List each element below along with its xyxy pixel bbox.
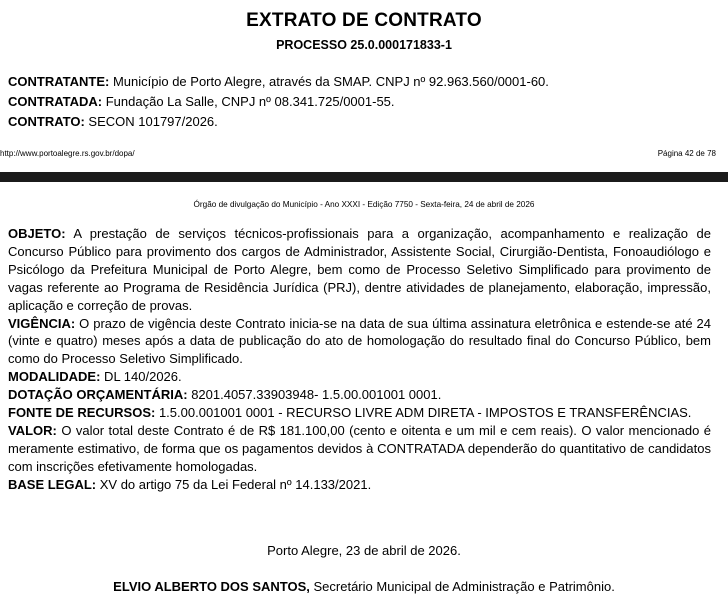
contratada-label: CONTRATADA: [8, 94, 103, 109]
vigencia-text: O prazo de vigência deste Contrato inicia-se na data de sua última assinatura eletrônica e estende-se até 24 (vinte e quatro) meses após a data de publicação do ato de homologação do resultado final do Concurso Público, bem como do Processo Seletivo Simplificado. [8, 315, 711, 367]
contrato-text: SECON 101797/2026. [84, 114, 218, 129]
signatory-name: ELVIO ALBERTO DOS SANTOS, [113, 579, 310, 594]
base-legal-clause [8, 476, 711, 494]
signatory-role: Secretário Municipal de Administração e Patrimônio. [309, 579, 615, 594]
page-separator [0, 172, 728, 182]
dotacao-text: 8201.4057.33903948- 1.5.00.001001 0001. [187, 387, 442, 403]
base-legal-label: BASE LEGAL: [8, 476, 97, 492]
vigencia-clause [8, 315, 711, 369]
contract-clauses [8, 225, 711, 494]
objeto-label: OBJETO: [8, 226, 66, 241]
contratante-line [8, 74, 549, 89]
contratante-text: Município de Porto Alegre, através da SMAP. CNPJ nº 92.963.560/0001-60. [109, 74, 549, 89]
modalidade-clause [8, 368, 711, 386]
document-title: EXTRATO DE CONTRATO [246, 10, 482, 31]
contratada-text: Fundação La Salle, CNPJ nº 08.341.725/0001-55. [102, 94, 395, 109]
objeto-clause [8, 225, 711, 315]
dotacao-clause [8, 386, 711, 404]
modalidade-label: MODALIDADE: [8, 369, 101, 385]
dotacao-label: DOTAÇÃO ORÇAMENTÁRIA: [8, 387, 188, 403]
gazette-header: Órgão de divulgação do Município - Ano XXXI - Edição 7750 - Sexta-feira, 24 de abril de 2026 [193, 200, 535, 209]
footer-page-number: Página 42 de 78 [657, 149, 716, 158]
process-number: PROCESSO 25.0.000171833-1 [276, 38, 452, 52]
base-legal-text: XV do artigo 75 da Lei Federal nº 14.133/2021. [96, 476, 372, 492]
fonte-clause [8, 404, 711, 422]
place-date: Porto Alegre, 23 de abril de 2026. [267, 543, 461, 558]
fonte-text: 1.5.00.001001 0001 - RECURSO LIVRE ADM DIRETA - IMPOSTOS E TRANSFERÊNCIAS. [155, 405, 692, 421]
contratada-line [8, 94, 395, 109]
contratante-label: CONTRATANTE: [8, 74, 110, 89]
modalidade-text: DL 140/2026. [100, 369, 182, 385]
contrato-label: CONTRATO: [8, 114, 85, 129]
vigencia-label: VIGÊNCIA: [8, 315, 76, 331]
valor-text: O valor total deste Contrato é de R$ 181.100,00 (cento e oitenta e um mil e cem reais). O valor mencionado é meramente estimativo, de forma que os pagamentos devidos à CONTRATADA dependerão do quantitativo de candidatos com inscrições efetivamente homologadas. [8, 422, 711, 474]
contrato-line [8, 114, 218, 129]
objeto-text: A prestação de serviços técnicos-profissionais para a organização, acompanhamento e realização de Concurso Público para provimento dos cargos de Administrador, Assistente Social, Cirurgião-Dentista, Fonoaudiólogo e Psicólogo da Prefeitura Municipal de Porto Alegre, bem como de Processo Seletivo Simplificado para provimento de vagas referente ao Programa de Residência Jurídica (PRJ), dentre atividades de planejamento, elaboração, impressão, aplicação e correção de provas. [8, 226, 711, 313]
valor-label: VALOR: [8, 422, 57, 438]
footer-url-link[interactable]: http://www.portoalegre.rs.gov.br/dopa/ [0, 149, 135, 158]
signature-line [0, 579, 728, 594]
valor-clause [8, 422, 711, 476]
fonte-label: FONTE DE RECURSOS: [8, 405, 156, 421]
